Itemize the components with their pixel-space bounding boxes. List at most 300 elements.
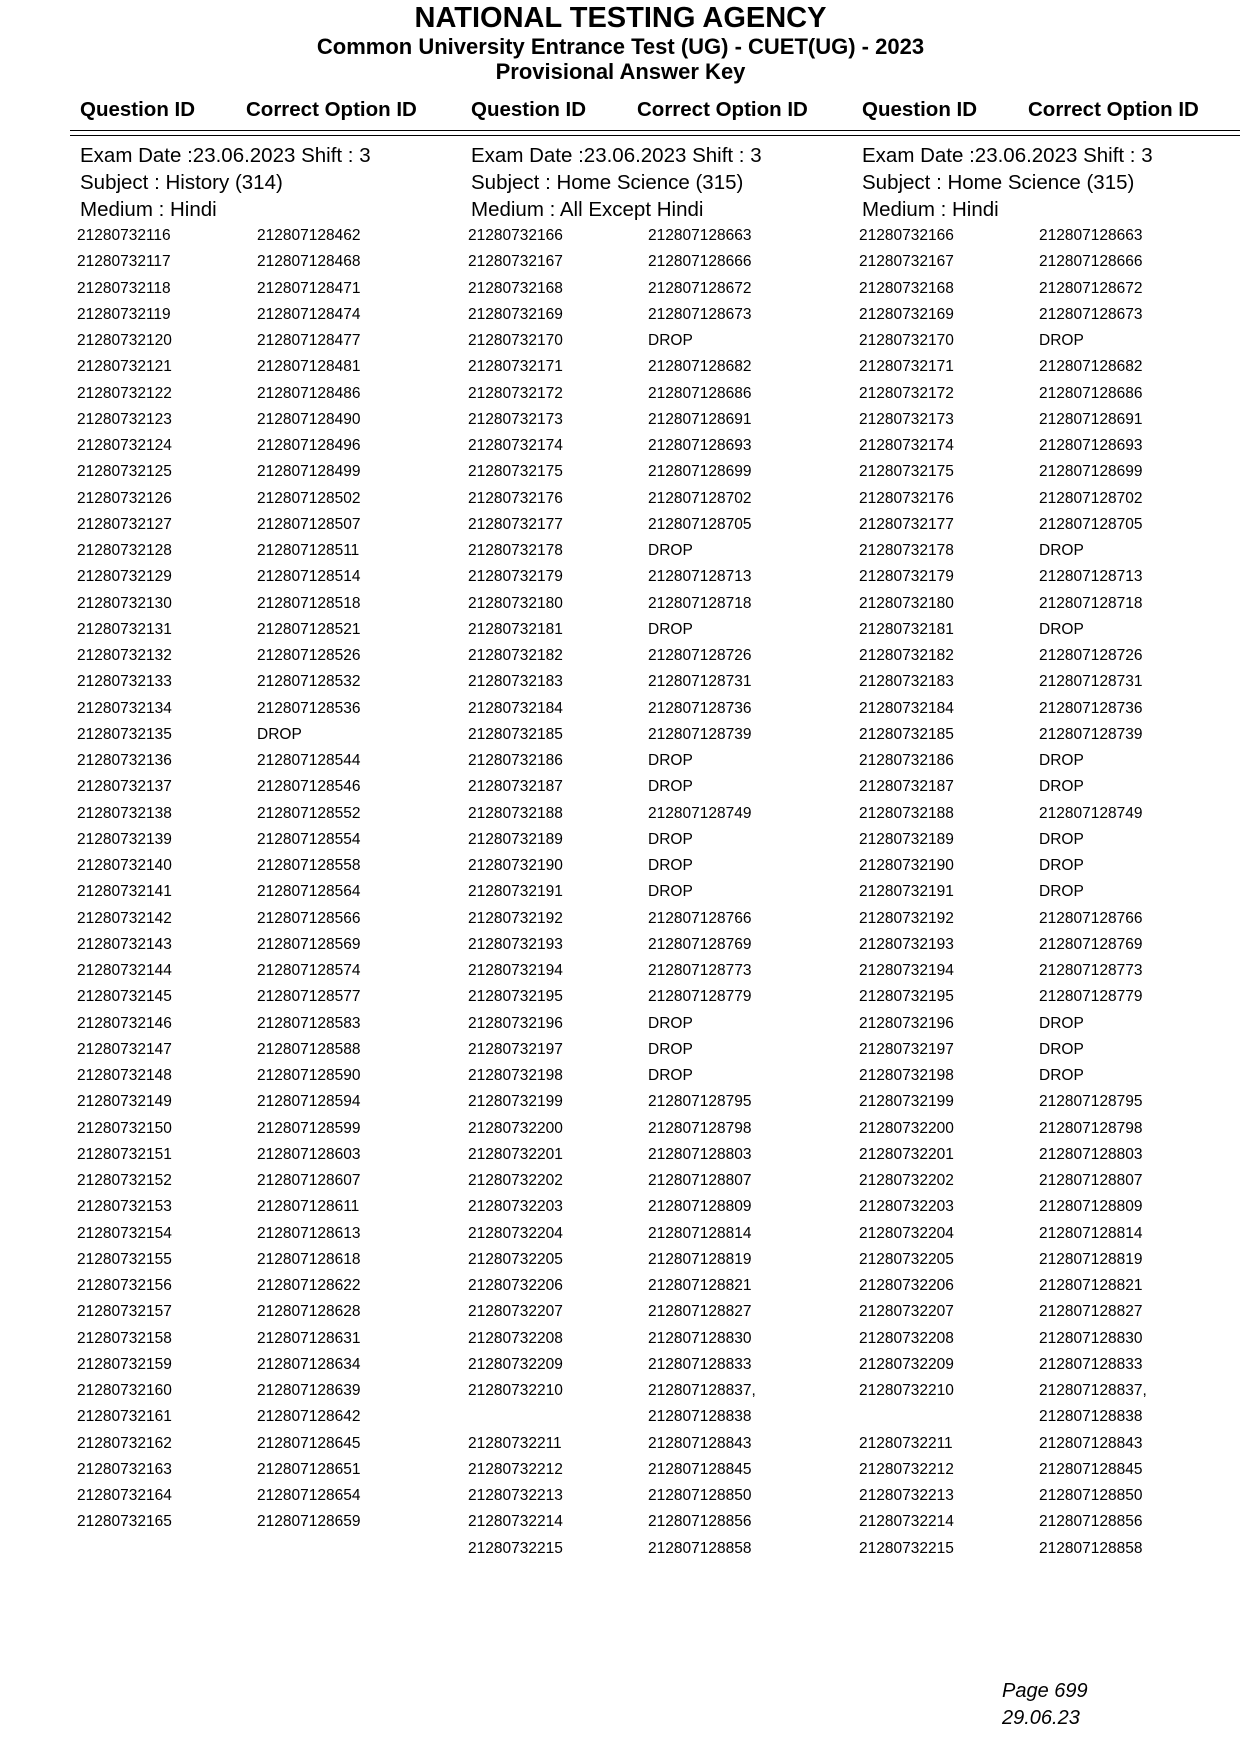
correct-option-id-cell: 212807128583	[257, 1014, 361, 1032]
question-id-cell: 21280732135	[77, 725, 172, 743]
question-id-cell: 21280732172	[468, 384, 563, 402]
exam-subtitle: Common University Entrance Test (UG) - CUET(UG) - 2023	[316, 34, 925, 59]
question-id-cell: 21280732168	[859, 279, 954, 297]
question-id-cell: 21280732195	[468, 988, 563, 1006]
correct-option-id-cell: 212807128856	[1039, 1513, 1143, 1531]
question-id-cell: 21280732163	[77, 1460, 172, 1478]
correct-option-id-cell: 212807128666	[648, 253, 752, 271]
correct-option-id-cell: 212807128682	[648, 358, 752, 376]
correct-option-id-cell: 212807128705	[1039, 515, 1143, 533]
correct-option-id-cell: 212807128462	[257, 227, 361, 244]
question-id-cell: 21280732190	[468, 857, 563, 874]
question-id-cell: 21280732173	[468, 410, 563, 428]
question-id-cell: 21280732202	[468, 1172, 563, 1189]
correct-option-id-cell: 212807128858	[648, 1539, 752, 1557]
question-id-cell: 21280732160	[77, 1382, 172, 1399]
question-id-cell: 21280732206	[859, 1277, 954, 1294]
question-id-cell: 21280732167	[859, 253, 954, 271]
question-id-cell: 21280732196	[468, 1014, 563, 1032]
correct-option-id-cell: 212807128795	[1039, 1093, 1143, 1111]
correct-option-id-cell: 212807128588	[257, 1040, 361, 1058]
correct-option-id-cell: DROP	[1039, 1040, 1084, 1058]
correct-option-id-cell: 212807128699	[1039, 463, 1143, 481]
question-id-cell: 21280732156	[77, 1277, 172, 1294]
page-number: Page 699	[1002, 1680, 1088, 1702]
correct-option-id-cell: 212807128827	[1039, 1303, 1143, 1321]
correct-option-id-cell: DROP	[648, 620, 693, 638]
question-id-cell: 21280732119	[77, 305, 171, 323]
question-id-cell: 21280732155	[77, 1250, 172, 1268]
col-header-correct-option-id: Correct Option ID	[1028, 98, 1199, 121]
question-id-cell: 21280732209	[468, 1355, 563, 1373]
correct-option-id-cell: 212807128672	[1039, 279, 1143, 297]
correct-option-id-cell: 212807128474	[257, 305, 361, 323]
question-id-cell: 21280732171	[859, 358, 954, 376]
correct-option-id-cell: 212807128718	[648, 594, 752, 612]
correct-option-id-cell: 212807128827	[648, 1303, 752, 1321]
correct-option-id-cell: 212807128713	[648, 568, 752, 586]
correct-option-id-cell: DROP	[648, 830, 693, 848]
correct-option-id-cell: 212807128830	[648, 1329, 752, 1347]
question-id-cell: 21280732146	[77, 1014, 172, 1032]
print-date: 29.06.23	[1002, 1707, 1080, 1729]
question-id-cell: 21280732194	[468, 962, 563, 979]
question-id-cell: 21280732174	[859, 437, 954, 454]
question-id-cell: 21280732213	[468, 1487, 563, 1504]
question-id-cell: 21280732182	[468, 647, 563, 664]
question-id-cell: 21280732138	[77, 804, 172, 822]
correct-option-id-cell: 212807128845	[1039, 1460, 1143, 1478]
question-id-cell: 21280732141	[77, 883, 172, 901]
question-id-cell: 21280732184	[468, 699, 563, 717]
correct-option-id-cell: 212807128858	[1039, 1539, 1143, 1557]
correct-option-id-cell: 212807128726	[1039, 647, 1143, 664]
col-header-question-id: Question ID	[471, 98, 587, 121]
question-id-cell: 21280732202	[859, 1172, 954, 1189]
correct-option-id-cell: 212807128833	[648, 1355, 752, 1373]
correct-option-id-cell: 212807128663	[1039, 227, 1143, 244]
question-id-cell: 21280732191	[859, 883, 954, 901]
correct-option-id-cell: 212807128807	[1039, 1172, 1143, 1189]
correct-option-id-cell: 212807128769	[1039, 935, 1143, 953]
correct-option-id-cell: 212807128795	[648, 1093, 752, 1111]
question-id-cell: 21280732193	[859, 935, 954, 953]
correct-option-id-cell: 212807128639	[257, 1382, 361, 1399]
correct-option-id-cell: 212807128749	[648, 804, 752, 822]
correct-option-id-cell: 212807128651	[257, 1460, 361, 1478]
question-id-cell: 21280732214	[859, 1513, 954, 1531]
question-id-cell: 21280732200	[859, 1119, 954, 1137]
correct-option-id-cell: 212807128507	[257, 515, 361, 533]
question-id-cell: 21280732166	[859, 227, 954, 244]
question-id-cell: 21280732192	[468, 909, 563, 927]
question-id-cell: 21280732207	[468, 1303, 563, 1321]
question-id-cell: 21280732213	[859, 1487, 954, 1504]
question-id-cell: 21280732203	[468, 1198, 563, 1216]
question-id-cell: 21280732122	[77, 384, 172, 402]
correct-option-id-cell: 212807128691	[648, 410, 752, 428]
question-id-cell: 21280732205	[468, 1250, 563, 1268]
correct-option-id-cell: 212807128821	[1039, 1277, 1143, 1294]
question-id-cell: 21280732153	[77, 1198, 172, 1216]
question-id-cell: 21280732175	[468, 463, 563, 481]
question-id-cell: 21280732174	[468, 437, 563, 454]
question-id-cell: 21280732145	[77, 988, 172, 1006]
header-divider	[70, 130, 1240, 131]
question-id-cell: 21280732137	[77, 778, 172, 796]
correct-option-id-cell: 212807128566	[257, 909, 361, 927]
correct-option-id-cell: 212807128554	[257, 830, 361, 848]
correct-option-id-cell: 212807128536	[257, 699, 361, 717]
correct-option-id-cell: 212807128739	[648, 725, 752, 743]
correct-option-id-cell: DROP	[1039, 332, 1084, 349]
question-id-cell: 21280732189	[468, 830, 563, 848]
correct-option-id-cell: DROP	[1039, 1067, 1084, 1084]
question-id-cell: 21280732142	[77, 909, 172, 927]
col-header-correct-option-id: Correct Option ID	[246, 98, 417, 121]
correct-option-id-cell: DROP	[1039, 778, 1084, 796]
question-id-cell: 21280732196	[859, 1014, 954, 1032]
question-id-cell: 21280732120	[77, 332, 172, 349]
correct-option-id-cell: DROP	[1039, 752, 1084, 769]
correct-option-id-cell: DROP	[648, 542, 693, 559]
question-id-cell: 21280732169	[468, 305, 563, 323]
question-id-cell: 21280732197	[859, 1040, 954, 1058]
correct-option-id-cell: 212807128773	[648, 962, 752, 979]
question-id-cell: 21280732209	[859, 1355, 954, 1373]
question-id-cell: 21280732190	[859, 857, 954, 874]
question-id-cell: 21280732179	[859, 568, 954, 586]
correct-option-id-cell: 212807128599	[257, 1119, 361, 1137]
question-id-cell: 21280732170	[468, 332, 563, 349]
question-id-cell: 21280732199	[859, 1093, 954, 1111]
correct-option-id-cell: 212807128663	[648, 227, 752, 244]
question-id-cell: 21280732195	[859, 988, 954, 1006]
correct-option-id-cell: 212807128779	[1039, 988, 1143, 1006]
correct-option-id-cell: 212807128511	[257, 542, 360, 559]
question-id-cell: 21280732169	[859, 305, 954, 323]
question-id-cell: 21280732177	[468, 515, 563, 533]
question-id-cell: 21280732206	[468, 1277, 563, 1294]
question-id-cell: 21280732136	[77, 752, 172, 769]
correct-option-id-cell: 212807128814	[648, 1224, 752, 1242]
question-id-cell: 21280732152	[77, 1172, 172, 1189]
correct-option-id-cell: 212807128673	[1039, 305, 1143, 323]
question-id-cell: 21280732210	[859, 1382, 954, 1399]
correct-option-id-cell: DROP	[1039, 542, 1084, 559]
correct-option-id-cell: 212807128558	[257, 857, 361, 874]
question-id-cell: 21280732201	[468, 1145, 563, 1163]
correct-option-id-cell: 212807128731	[648, 673, 752, 691]
correct-option-id-cell: 212807128628	[257, 1303, 361, 1321]
correct-option-id-cell: 212807128718	[1039, 594, 1143, 612]
question-id-cell: 21280732183	[859, 673, 954, 691]
question-id-cell: 21280732147	[77, 1040, 172, 1058]
question-id-cell: 21280732191	[468, 883, 563, 901]
correct-option-id-cell: 212807128659	[257, 1513, 361, 1531]
col-header-correct-option-id: Correct Option ID	[637, 98, 808, 121]
correct-option-id-cell: 212807128686	[1039, 384, 1143, 402]
question-id-cell: 21280732193	[468, 935, 563, 953]
question-id-cell: 21280732188	[859, 804, 954, 822]
question-id-cell: 21280732128	[77, 542, 172, 559]
question-id-cell: 21280732181	[468, 620, 563, 638]
correct-option-id-cell: 212807128773	[1039, 962, 1143, 979]
section-exam-date: Exam Date :23.06.2023 Shift : 3	[862, 144, 1153, 167]
question-id-cell: 21280732185	[468, 725, 563, 743]
correct-option-id-cell: 212807128838	[1039, 1408, 1143, 1426]
question-id-cell: 21280732184	[859, 699, 954, 717]
question-id-cell: 21280732127	[77, 515, 172, 533]
correct-option-id-cell: 212807128699	[648, 463, 752, 481]
question-id-cell: 21280732154	[77, 1224, 172, 1242]
correct-option-id-cell: 212807128807	[648, 1172, 752, 1189]
correct-option-id-cell: 212807128843	[1039, 1434, 1143, 1452]
question-id-cell: 21280732215	[859, 1539, 954, 1557]
question-id-cell: 21280732208	[468, 1329, 563, 1347]
question-id-cell: 21280732214	[468, 1513, 563, 1531]
correct-option-id-cell: 212807128726	[648, 647, 752, 664]
correct-option-id-cell: 212807128544	[257, 752, 361, 769]
question-id-cell: 21280732211	[468, 1434, 562, 1452]
question-id-cell: 21280732148	[77, 1067, 172, 1084]
correct-option-id-cell: 212807128686	[648, 384, 752, 402]
section-subject: Subject : History (314)	[80, 171, 283, 194]
correct-option-id-cell: DROP	[648, 752, 693, 769]
correct-option-id-cell: 212807128809	[648, 1198, 752, 1216]
correct-option-id-cell: 212807128821	[648, 1277, 752, 1294]
correct-option-id-cell: 212807128477	[257, 332, 361, 349]
correct-option-id-cell: 212807128471	[257, 279, 361, 297]
question-id-cell: 21280732131	[77, 620, 172, 638]
correct-option-id-cell: 212807128590	[257, 1067, 361, 1084]
correct-option-id-cell: 212807128594	[257, 1093, 361, 1111]
correct-option-id-cell: 212807128569	[257, 935, 361, 953]
question-id-cell: 21280732210	[468, 1382, 563, 1399]
correct-option-id-cell: DROP	[257, 725, 302, 743]
section-subject: Subject : Home Science (315)	[862, 171, 1135, 194]
correct-option-id-cell: 212807128634	[257, 1355, 361, 1373]
correct-option-id-cell: 212807128486	[257, 384, 361, 402]
correct-option-id-cell: 212807128833	[1039, 1355, 1143, 1373]
correct-option-id-cell: DROP	[648, 1040, 693, 1058]
question-id-cell: 21280732144	[77, 962, 172, 979]
document-type: Provisional Answer Key	[495, 59, 746, 84]
correct-option-id-cell: 212807128682	[1039, 358, 1143, 376]
question-id-cell: 21280732177	[859, 515, 954, 533]
question-id-cell: 21280732198	[468, 1067, 563, 1084]
section-medium: Medium : All Except Hindi	[471, 198, 704, 221]
correct-option-id-cell: 212807128843	[648, 1434, 752, 1452]
question-id-cell: 21280732194	[859, 962, 954, 979]
question-id-cell: 21280732123	[77, 410, 172, 428]
question-id-cell: 21280732151	[77, 1145, 172, 1163]
correct-option-id-cell: 212807128673	[648, 305, 752, 323]
correct-option-id-cell: 212807128736	[648, 699, 752, 717]
correct-option-id-cell: 212807128803	[648, 1145, 752, 1163]
correct-option-id-cell: 212807128766	[1039, 909, 1143, 927]
correct-option-id-cell: 212807128837,	[648, 1382, 756, 1399]
col-header-question-id: Question ID	[80, 98, 196, 121]
question-id-cell: 21280732175	[859, 463, 954, 481]
correct-option-id-cell: 212807128577	[257, 988, 361, 1006]
question-id-cell: 21280732211	[859, 1434, 953, 1452]
correct-option-id-cell: 212807128693	[1039, 437, 1143, 454]
question-id-cell: 21280732199	[468, 1093, 563, 1111]
question-id-cell: 21280732117	[77, 253, 171, 271]
correct-option-id-cell: 212807128838	[648, 1408, 752, 1426]
question-id-cell: 21280732143	[77, 935, 172, 953]
correct-option-id-cell: 212807128518	[257, 594, 361, 612]
question-id-cell: 21280732133	[77, 673, 172, 691]
correct-option-id-cell: 212807128693	[648, 437, 752, 454]
question-id-cell: 21280732215	[468, 1539, 563, 1557]
correct-option-id-cell: 212807128736	[1039, 699, 1143, 717]
correct-option-id-cell: DROP	[1039, 620, 1084, 638]
question-id-cell: 21280732188	[468, 804, 563, 822]
correct-option-id-cell: 212807128526	[257, 647, 361, 664]
correct-option-id-cell: 212807128607	[257, 1172, 361, 1189]
question-id-cell: 21280732176	[859, 489, 954, 507]
question-id-cell: 21280732130	[77, 594, 172, 612]
correct-option-id-cell: 212807128532	[257, 673, 361, 691]
question-id-cell: 21280732165	[77, 1513, 172, 1531]
section-subject: Subject : Home Science (315)	[471, 171, 744, 194]
question-id-cell: 21280732212	[468, 1460, 563, 1478]
correct-option-id-cell: 212807128739	[1039, 725, 1143, 743]
question-id-cell: 21280732167	[468, 253, 563, 271]
question-id-cell: 21280732129	[77, 568, 172, 586]
correct-option-id-cell: 212807128769	[648, 935, 752, 953]
question-id-cell: 21280732185	[859, 725, 954, 743]
question-id-cell: 21280732171	[468, 358, 563, 376]
question-id-cell: 21280732180	[859, 594, 954, 612]
question-id-cell: 21280732134	[77, 699, 172, 717]
question-id-cell: 21280732118	[77, 279, 171, 297]
question-id-cell: 21280732186	[859, 752, 954, 769]
question-id-cell: 21280732173	[859, 410, 954, 428]
correct-option-id-cell: 212807128837,	[1039, 1382, 1147, 1399]
correct-option-id-cell: DROP	[1039, 883, 1084, 901]
question-id-cell: 21280732166	[468, 227, 563, 244]
correct-option-id-cell: 212807128766	[648, 909, 752, 927]
correct-option-id-cell: 212807128798	[1039, 1119, 1143, 1137]
question-id-cell: 21280732187	[468, 778, 563, 796]
question-id-cell: 21280732198	[859, 1067, 954, 1084]
correct-option-id-cell: 212807128809	[1039, 1198, 1143, 1216]
section-exam-date: Exam Date :23.06.2023 Shift : 3	[80, 144, 371, 167]
correct-option-id-cell: 212807128481	[257, 358, 361, 376]
section-medium: Medium : Hindi	[80, 198, 217, 221]
question-id-cell: 21280732200	[468, 1119, 563, 1137]
question-id-cell: 21280732140	[77, 857, 172, 874]
question-id-cell: 21280732181	[859, 620, 954, 638]
question-id-cell: 21280732162	[77, 1434, 172, 1452]
question-id-cell: 21280732121	[77, 358, 172, 376]
correct-option-id-cell: 212807128803	[1039, 1145, 1143, 1163]
question-id-cell: 21280732178	[468, 542, 563, 559]
question-id-cell: 21280732158	[77, 1329, 172, 1347]
question-id-cell: 21280732207	[859, 1303, 954, 1321]
question-id-cell: 21280732189	[859, 830, 954, 848]
question-id-cell: 21280732187	[859, 778, 954, 796]
question-id-cell: 21280732124	[77, 437, 172, 454]
section-medium: Medium : Hindi	[862, 198, 999, 221]
question-id-cell: 21280732116	[77, 227, 171, 244]
correct-option-id-cell: 212807128850	[648, 1487, 752, 1504]
col-header-question-id: Question ID	[862, 98, 978, 121]
question-id-cell: 21280732164	[77, 1487, 172, 1504]
correct-option-id-cell: 212807128845	[648, 1460, 752, 1478]
correct-option-id-cell: 212807128642	[257, 1408, 361, 1426]
section-exam-date: Exam Date :23.06.2023 Shift : 3	[471, 144, 762, 167]
question-id-cell: 21280732183	[468, 673, 563, 691]
question-id-cell: 21280732157	[77, 1303, 172, 1321]
correct-option-id-cell: 212807128574	[257, 962, 361, 979]
correct-option-id-cell: 212807128819	[1039, 1250, 1143, 1268]
correct-option-id-cell: 212807128830	[1039, 1329, 1143, 1347]
question-id-cell: 21280732180	[468, 594, 563, 612]
correct-option-id-cell: DROP	[1039, 830, 1084, 848]
correct-option-id-cell: 212807128779	[648, 988, 752, 1006]
correct-option-id-cell: DROP	[648, 1014, 693, 1032]
correct-option-id-cell: 212807128502	[257, 489, 361, 507]
correct-option-id-cell: 212807128499	[257, 463, 361, 481]
question-id-cell: 21280732205	[859, 1250, 954, 1268]
correct-option-id-cell: 212807128705	[648, 515, 752, 533]
correct-option-id-cell: 212807128713	[1039, 568, 1143, 586]
correct-option-id-cell: 212807128468	[257, 253, 361, 271]
correct-option-id-cell: DROP	[648, 883, 693, 901]
correct-option-id-cell: 212807128645	[257, 1434, 361, 1452]
correct-option-id-cell: 212807128564	[257, 883, 361, 901]
correct-option-id-cell: 212807128613	[257, 1224, 361, 1242]
question-id-cell: 21280732192	[859, 909, 954, 927]
correct-option-id-cell: 212807128496	[257, 437, 361, 454]
correct-option-id-cell: 212807128546	[257, 778, 361, 796]
correct-option-id-cell: 212807128654	[257, 1487, 361, 1504]
correct-option-id-cell: 212807128611	[257, 1198, 360, 1216]
agency-title: NATIONAL TESTING AGENCY	[414, 2, 827, 34]
correct-option-id-cell: 212807128814	[1039, 1224, 1143, 1242]
correct-option-id-cell: 212807128672	[648, 279, 752, 297]
correct-option-id-cell: 212807128521	[257, 620, 361, 638]
question-id-cell: 21280732172	[859, 384, 954, 402]
correct-option-id-cell: 212807128702	[1039, 489, 1143, 507]
header-divider	[70, 135, 1240, 136]
correct-option-id-cell: DROP	[648, 1067, 693, 1084]
correct-option-id-cell: 212807128490	[257, 410, 361, 428]
question-id-cell: 21280732168	[468, 279, 563, 297]
correct-option-id-cell: 212807128666	[1039, 253, 1143, 271]
question-id-cell: 21280732170	[859, 332, 954, 349]
question-id-cell: 21280732150	[77, 1119, 172, 1137]
correct-option-id-cell: 212807128552	[257, 804, 361, 822]
question-id-cell: 21280732186	[468, 752, 563, 769]
correct-option-id-cell: 212807128702	[648, 489, 752, 507]
question-id-cell: 21280732204	[859, 1224, 954, 1242]
correct-option-id-cell: 212807128850	[1039, 1487, 1143, 1504]
question-id-cell: 21280732197	[468, 1040, 563, 1058]
question-id-cell: 21280732208	[859, 1329, 954, 1347]
correct-option-id-cell: 212807128631	[257, 1329, 361, 1347]
correct-option-id-cell: 212807128798	[648, 1119, 752, 1137]
correct-option-id-cell: DROP	[648, 857, 693, 874]
correct-option-id-cell: DROP	[1039, 857, 1084, 874]
correct-option-id-cell: DROP	[648, 332, 693, 349]
question-id-cell: 21280732212	[859, 1460, 954, 1478]
question-id-cell: 21280732176	[468, 489, 563, 507]
